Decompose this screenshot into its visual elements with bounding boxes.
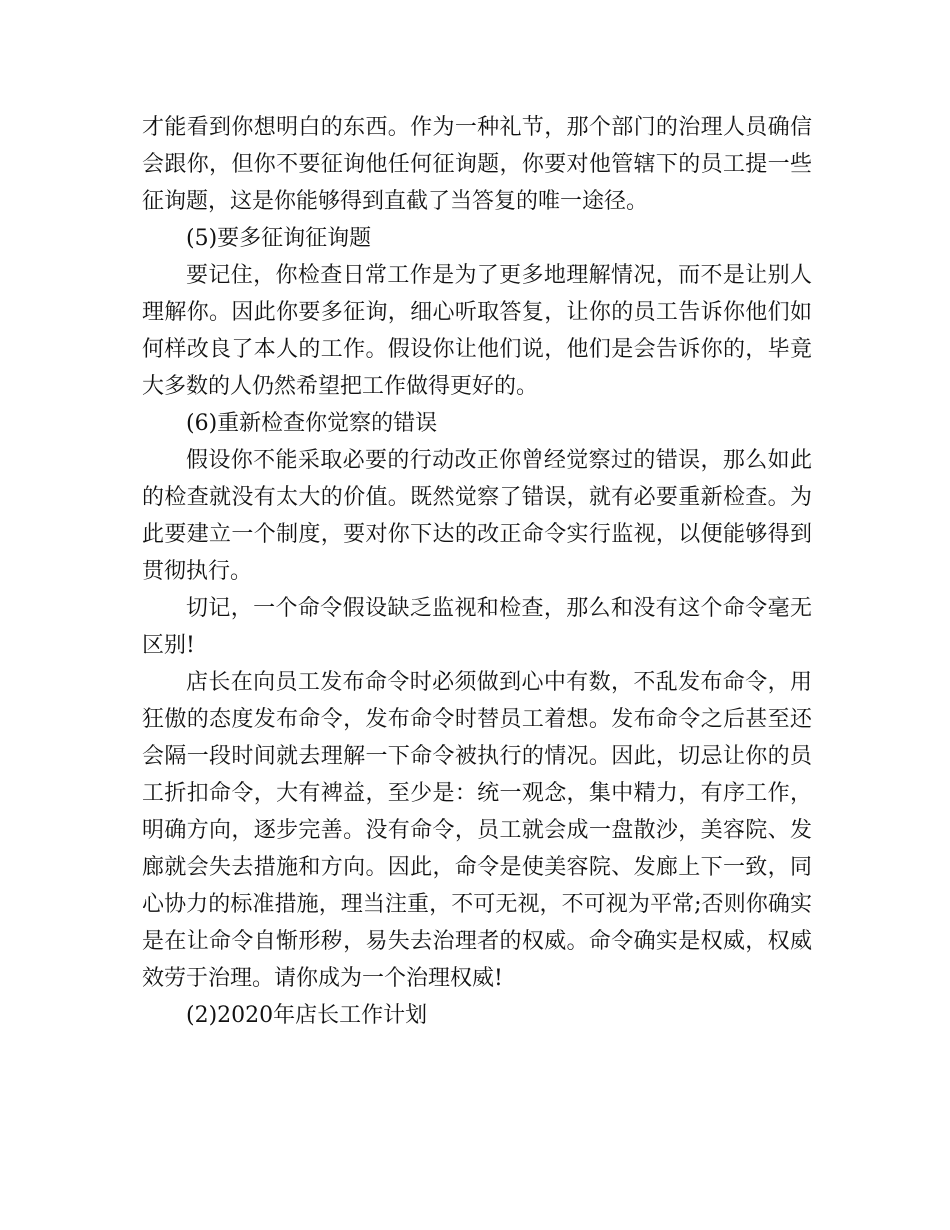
paragraph-ask-questions: 要记住，你检查日常工作是为了更多地理解情况，而不是让别人理解你。因此你要多征询，细心听取答复，让你的员工告诉你他们如何样改良了本人的工作。假设你让他们说，他们是会告诉你的，毕竟大多数的人仍然希望把工作做得更好的。 (142, 263, 812, 399)
section-heading-6: (6)重新检查你觉察的错误 (186, 411, 438, 436)
paragraph-intro: 才能看到你想明白的东西。作为一种礼节，那个部门的治理人员确信会跟你，但你不要征询他任何征询题，你要对他管辖下的员工提一些征询题，这是你能够得到直截了当答复的唯一途径。 (142, 115, 812, 214)
paragraph-recheck-errors: 假设你不能采取必要的行动改正你曾经觉察过的错误，那么如此的检查就没有太大的价值。既然觉察了错误，就有必要重新检查。为此要建立一个制度，要对你下达的改正命令实行监视，以便能够得到贯彻执行。 (142, 448, 812, 584)
section-heading-5: (5)要多征询征询题 (186, 226, 372, 251)
section-heading-plan: (2)2020年店长工作计划 (186, 1003, 428, 1028)
paragraph-remember: 切记，一个命令假设缺乏监视和检查，那么和没有这个命令毫无区别! (142, 596, 812, 658)
document-body (142, 109, 812, 1034)
paragraph-manager-orders: 店长在向员工发布命令时必须做到心中有数，不乱发布命令，用狂傲的态度发布命令，发布命令时替员工着想。发布命令之后甚至还会隔一段时间就去理解一下命令被执行的情况。因此，切忌让你的员工折扣命令，大有裨益，至少是：统一观念，集中精力，有序工作，明确方向，逐步完善。没有命令，员工就会成一盘散沙，美容院、发廊就会失去措施和方向。因此，命令是使美容院、发廊上下一致，同心协力的标准措施，理当注重，不可无视，不可视为平常;否则你确实是在让命令自惭形秽，易失去治理者的权威。命令确实是权威，权威效劳于治理。请你成为一个治理权威! (142, 670, 812, 991)
